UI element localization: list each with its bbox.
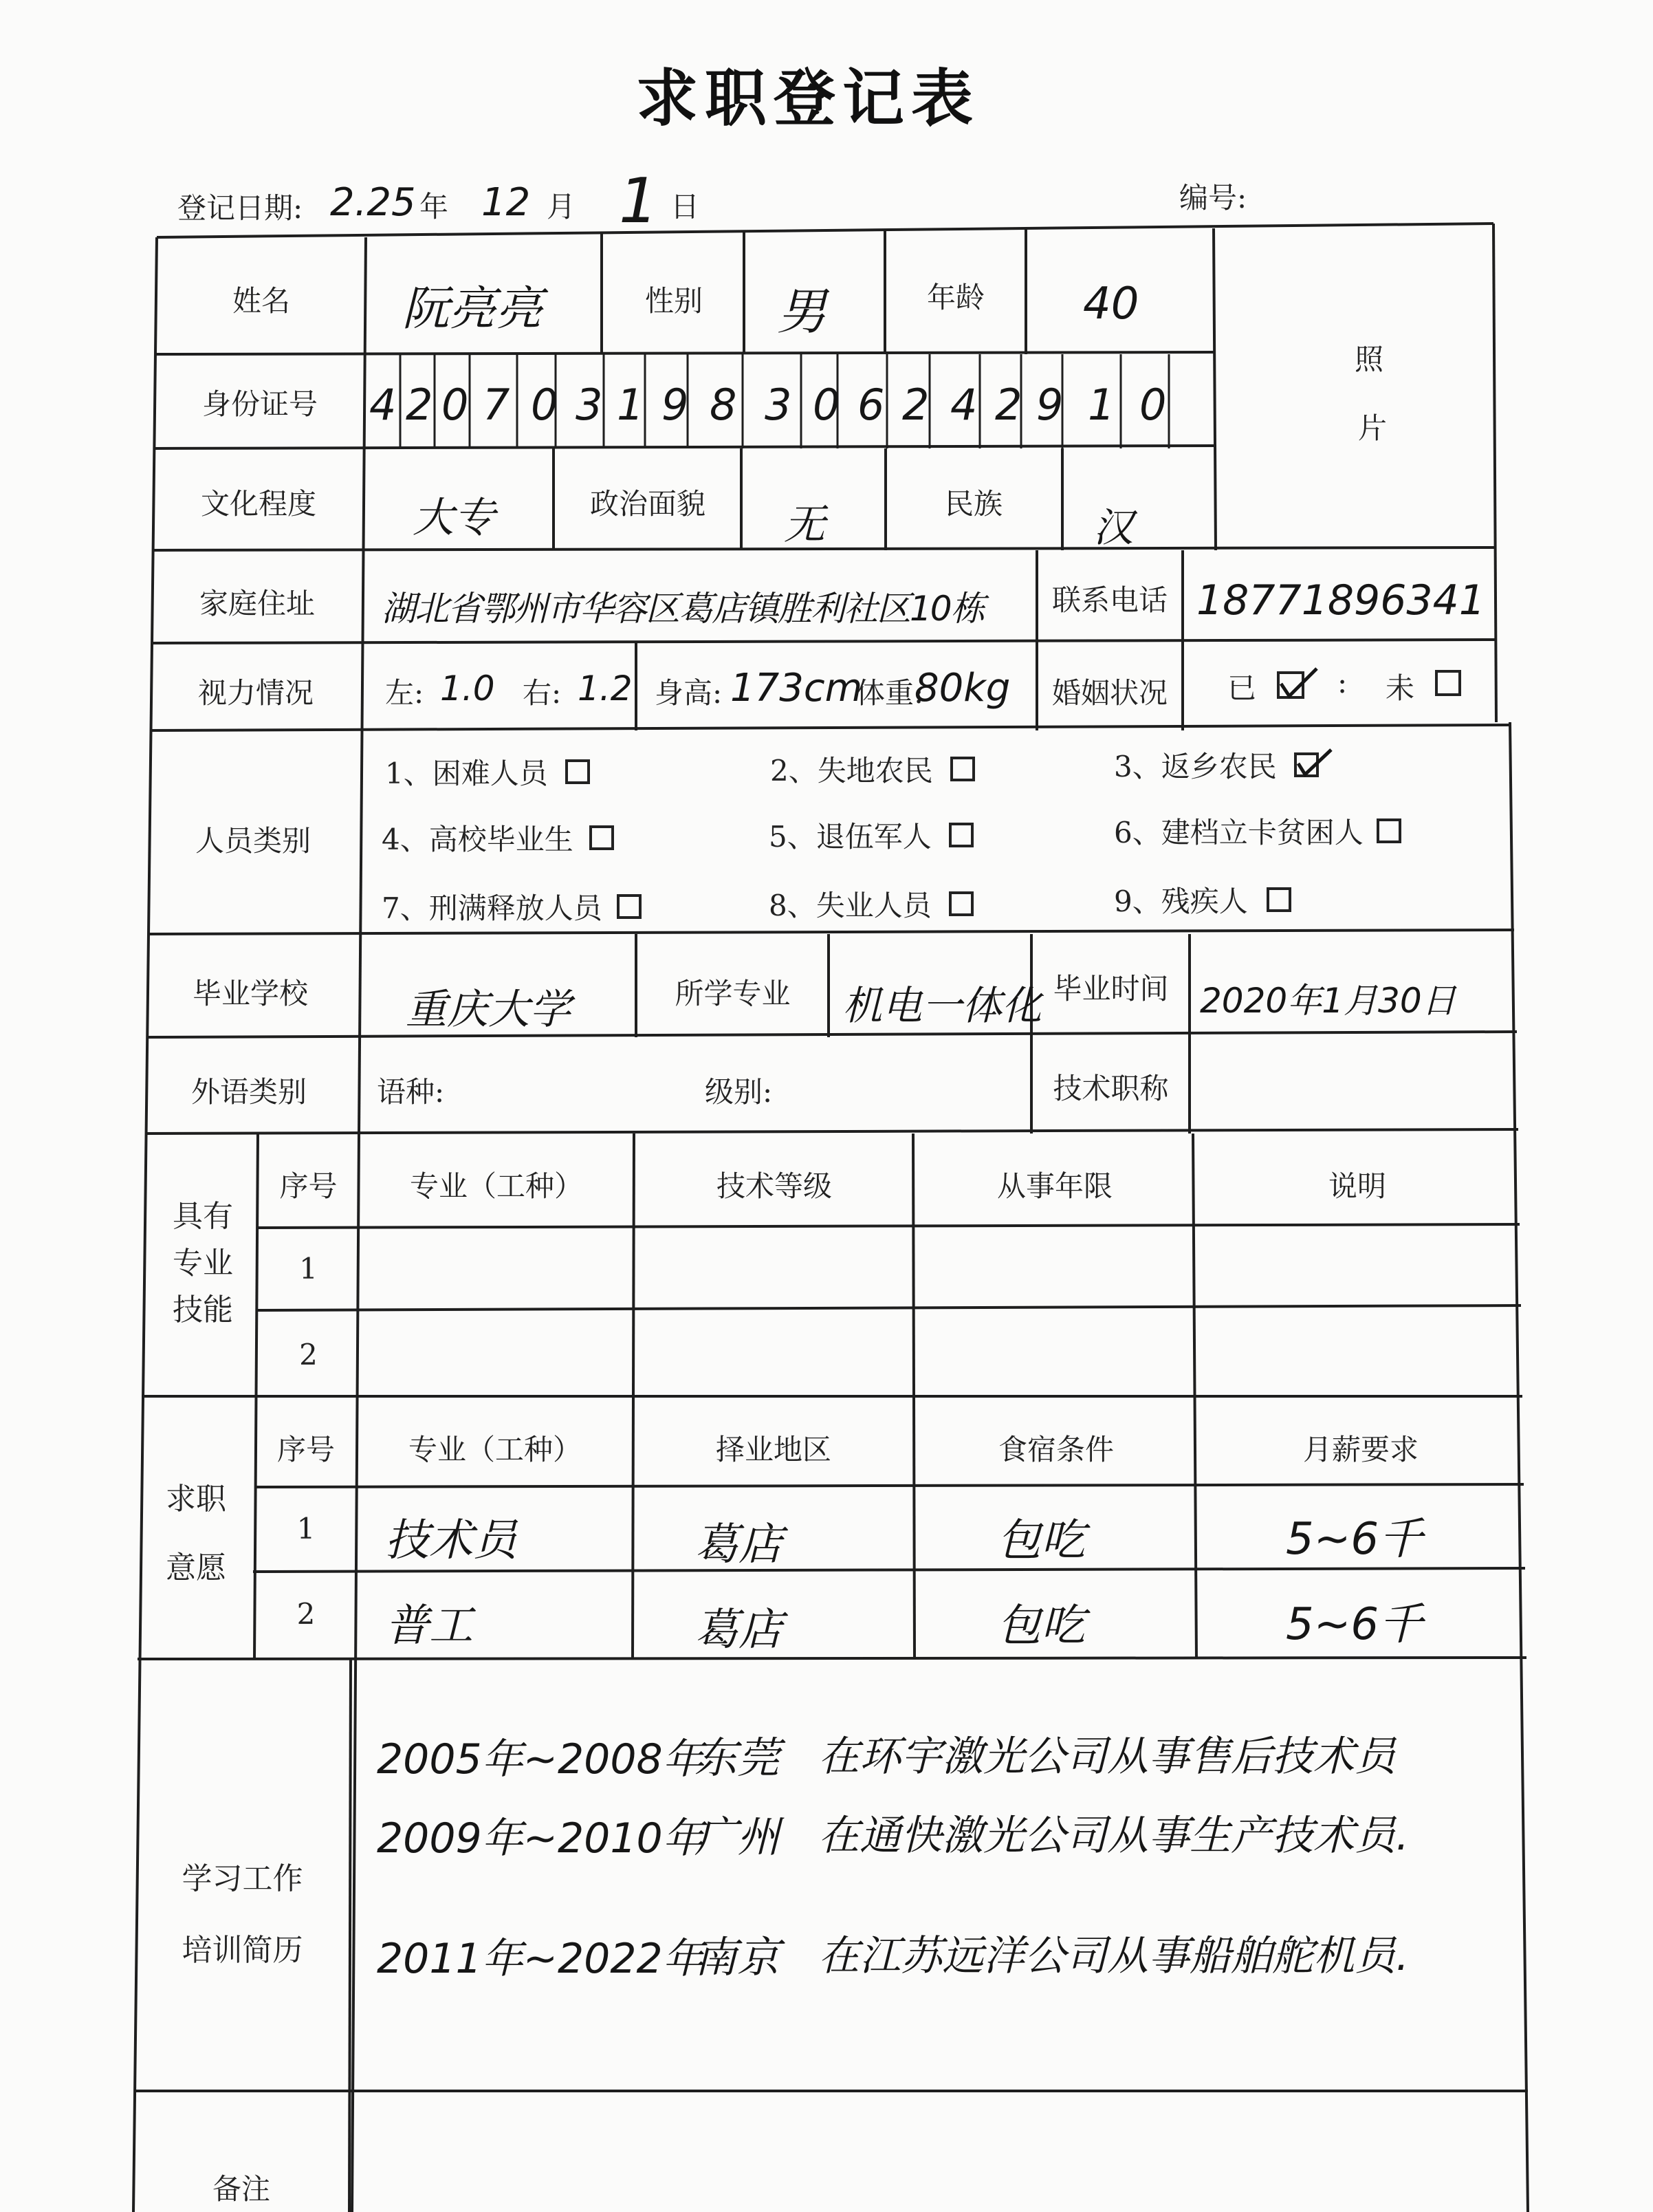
history-period: 2011年~2022年 (377, 1935, 704, 1983)
skills-row-number: 1 (299, 1252, 318, 1286)
height-value: 173cm (730, 666, 863, 711)
intent-label-line: 求职 (166, 1482, 226, 1517)
intent-row-region: 葛店 (694, 1519, 782, 1570)
id-digit: 0 (531, 380, 558, 430)
id-digit: 6 (857, 380, 885, 430)
id-digit: 4 (369, 380, 397, 430)
history-place: 南京 (694, 1932, 780, 1982)
age-label: 年龄 (926, 281, 985, 314)
category-item-label: 7、刑满释放人员 (382, 891, 602, 925)
skills-header-cell: 从事年限 (996, 1169, 1113, 1203)
major-label: 所学专业 (675, 977, 791, 1010)
category-checkbox[interactable] (949, 751, 1004, 790)
id-digit: 2 (902, 380, 930, 430)
history-section-label (138, 1843, 347, 1986)
id-digit: 8 (710, 380, 737, 430)
id-digit: 7 (483, 380, 510, 430)
graduation-label: 毕业时间 (1053, 972, 1169, 1006)
intent-row-salary: 5~6千 (1286, 1514, 1423, 1565)
intent-header-cell: 食宿条件 (998, 1433, 1114, 1466)
intent-header-cell: 专业（工种） (408, 1433, 582, 1466)
date-day-value: 1 (619, 165, 659, 237)
skills-header-cell: 说明 (1328, 1169, 1386, 1203)
id-digit: 3 (765, 380, 792, 430)
history-label-line: 培训简历 (182, 1933, 303, 1968)
school-label: 毕业学校 (192, 977, 308, 1010)
intent-header-cell: 择业地区 (715, 1433, 831, 1466)
history-detail: 在江苏远洋公司从事船舶舵机员. (818, 1932, 1410, 1980)
number-label: 编号: (1179, 181, 1247, 215)
intent-row-no: 2 (296, 1597, 316, 1631)
tech-title-label: 技术职称 (1053, 1072, 1169, 1105)
history-period: 2005年~2008年 (377, 1735, 704, 1783)
date-month-value: 12 (481, 180, 531, 225)
vision-right-label: 右: (523, 676, 562, 710)
category-checkbox[interactable] (1375, 813, 1430, 852)
education-value: 大专 (413, 494, 495, 542)
language-kind-label: 语种: (377, 1075, 445, 1109)
intent-row-no: 1 (296, 1512, 316, 1546)
school-value: 重庆大学 (406, 986, 571, 1034)
category-checkbox[interactable] (588, 820, 643, 858)
history-label-line: 学习工作 (182, 1861, 303, 1896)
id-digit: 1 (1088, 380, 1115, 430)
history-detail: 在通快激光公司从事生产技术员. (818, 1812, 1410, 1860)
category-item-label: 9、残疾人 (1114, 885, 1248, 918)
marital-label: 婚姻状况 (1051, 676, 1168, 710)
history-place: 东莞 (694, 1733, 780, 1783)
address-value: 湖北省鄂州市华容区葛店镇胜利社区10栋 (382, 589, 984, 629)
skills-section-label (151, 1193, 254, 1334)
married-checkbox[interactable] (1276, 666, 1331, 707)
id-digit: 3 (576, 380, 603, 430)
category-checkbox[interactable] (564, 754, 619, 792)
id-digit: 0 (441, 380, 469, 430)
history-place: 广州 (694, 1812, 780, 1862)
intent-header-cell: 月薪要求 (1302, 1433, 1419, 1466)
ethnic-label: 民族 (944, 487, 1003, 521)
remarks-label: 备注 (212, 2172, 270, 2206)
age-value: 40 (1083, 279, 1139, 329)
marital-separator: : (1337, 666, 1348, 700)
id-digit: 0 (813, 380, 840, 430)
category-label: 人员类别 (195, 824, 311, 858)
intent-section-label (144, 1465, 248, 1603)
photo-label-1: 照 (1355, 343, 1384, 376)
id-digit: 2 (995, 380, 1022, 430)
intent-row-region: 葛店 (694, 1605, 782, 1656)
unmarried-checkbox[interactable] (1434, 667, 1465, 699)
intent-row-lodging: 包吃 (997, 1515, 1085, 1566)
intent-label-line: 意愿 (166, 1550, 226, 1585)
category-item-label: 6、建档立卡贫困人 (1114, 816, 1364, 849)
id-digit: 0 (1139, 380, 1167, 430)
intent-row-major: 技术员 (385, 1515, 517, 1566)
photo-label-2: 片 (1358, 411, 1388, 445)
category-checkbox[interactable] (948, 886, 1003, 924)
category-item-label: 8、失业人员 (769, 889, 932, 922)
gender-value: 男 (777, 283, 827, 340)
date-year-value: 2.25 (330, 180, 416, 225)
intent-header-cell: 序号 (276, 1433, 335, 1466)
id-digit: 9 (661, 380, 689, 430)
date-label: 登记日期: (177, 191, 303, 225)
history-detail: 在环宇激光公司从事售后技术员 (818, 1733, 1396, 1781)
major-value: 机电一体化 (842, 982, 1042, 1029)
page-title: 求职登记表 (636, 63, 980, 135)
phone-value: 18771896341 (1196, 576, 1485, 625)
category-checkbox[interactable] (615, 889, 670, 927)
id-digit: 9 (1036, 380, 1064, 430)
political-value: 无 (784, 501, 825, 549)
skills-label-line: 具有 (173, 1199, 233, 1234)
education-label: 文化程度 (200, 487, 316, 521)
category-item-label: 4、高校毕业生 (382, 823, 573, 856)
vision-left-label: 左: (385, 676, 424, 710)
vision-left-value: 1.0 (440, 669, 495, 708)
year-unit: 年 (419, 190, 449, 224)
political-label: 政治面貌 (589, 487, 705, 521)
skills-header-cell: 序号 (279, 1169, 338, 1203)
graduation-value: 2020年1月30日 (1200, 981, 1456, 1021)
vision-label: 视力情况 (197, 676, 314, 710)
skills-label-line: 专业 (173, 1246, 233, 1281)
married-label: 已 (1227, 671, 1257, 705)
intent-row-salary: 5~6千 (1286, 1599, 1423, 1650)
category-checkbox[interactable] (948, 817, 1003, 856)
intent-row-lodging: 包吃 (997, 1601, 1085, 1651)
language-label: 外语类别 (190, 1075, 307, 1109)
ethnic-value: 汉 (1093, 504, 1134, 551)
category-item-label: 2、失地农民 (770, 754, 933, 788)
history-period: 2009年~2010年 (377, 1814, 704, 1863)
category-item-label: 5、退伍军人 (769, 820, 932, 854)
day-unit: 日 (670, 190, 700, 224)
name-value: 阮亮亮 (402, 282, 543, 336)
skills-header-cell: 技术等级 (716, 1169, 832, 1203)
month-unit: 月 (547, 190, 576, 224)
intent-row-major: 普工 (385, 1601, 473, 1651)
name-label: 姓名 (232, 284, 290, 318)
unmarried-label: 未 (1386, 671, 1415, 705)
category-checkbox[interactable] (1265, 882, 1320, 920)
skills-header-cell: 专业（工种） (409, 1169, 583, 1203)
skills-row-number: 2 (299, 1338, 318, 1371)
id-digit: 4 (950, 380, 978, 430)
id-label: 身份证号 (201, 387, 318, 421)
skills-label-line: 技能 (173, 1292, 233, 1327)
phone-label: 联系电话 (1051, 583, 1168, 617)
address-label: 家庭住址 (199, 587, 315, 620)
weight-label: 体重: (856, 676, 924, 710)
language-level-label: 级别: (705, 1075, 773, 1109)
category-checkbox[interactable] (1293, 747, 1348, 785)
weight-value: 80kg (915, 666, 1011, 711)
id-digit: 2 (406, 380, 433, 430)
height-label: 身高: (655, 676, 723, 710)
category-item-label: 3、返乡农民 (1114, 750, 1277, 783)
vision-right-value: 1.2 (578, 669, 633, 708)
gender-label: 性别 (644, 284, 703, 318)
category-item-label: 1、困难人员 (385, 757, 548, 790)
id-digit: 1 (617, 380, 644, 430)
